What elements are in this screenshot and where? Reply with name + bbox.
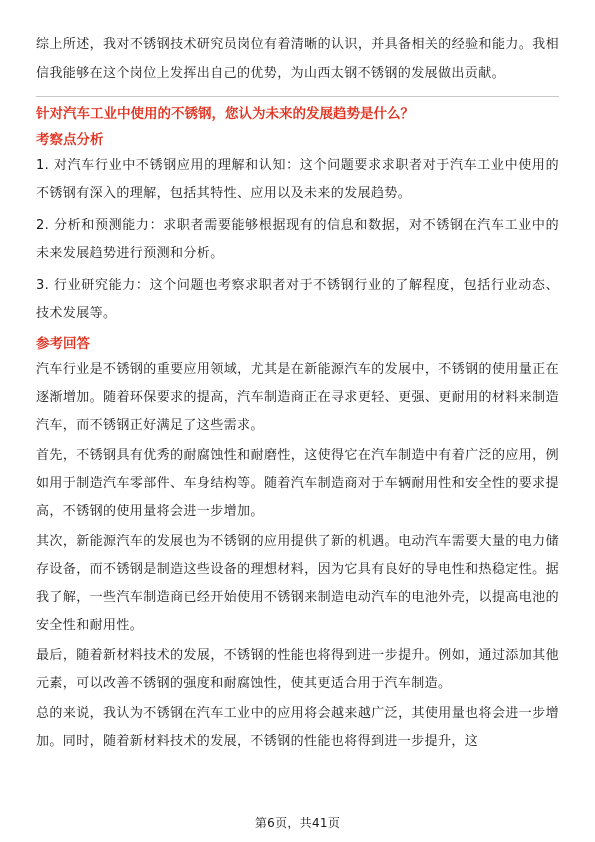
answer-paragraph: 汽车行业是不锈钢的重要应用领域，尤其是在新能源汽车的发展中，不锈钢的使用量正在逐渐增加。随着环保要求的提高，汽车制造商正在寻求更轻、更强、更耐用的材料来制造汽车，而不锈钢正好满足了这些需求。 (36, 362, 559, 433)
analysis-point: 2. 分析和预测能力：求职者需要能够根据现有的信息和数据，对不锈钢在汽车工业中的未来发展趋势进行预测和分析。 (36, 218, 559, 261)
section-divider (36, 96, 559, 97)
analysis-point: 1. 对汽车行业中不锈钢应用的理解和认知：这个问题要求求职者对于汽车工业中使用的不锈钢有深入的理解，包括其特性、应用以及未来的发展趋势。 (36, 158, 559, 201)
answer-paragraph: 首先，不锈钢具有优秀的耐腐蚀性和耐磨性，这使得它在汽车制造中有着广泛的应用，例如用于制造汽车零部件、车身结构等。随着汽车制造商对于车辆耐用性和安全性的要求提高，不锈钢的使用量将会进一步增加。 (36, 448, 559, 519)
intro-section (36, 30, 559, 88)
answer-paragraph: 总的来说，我认为不锈钢在汽车工业中的应用将会越来越广泛，其使用量也将会进一步增加。同时，随着新材料技术的发展，不锈钢的性能也将得到进一步提升，这 (36, 706, 559, 749)
answer-paragraph: 其次，新能源汽车的发展也为不锈钢的应用提供了新的机遇。电动汽车需要大量的电力储存设备，而不锈钢是制造这些设备的理想材料，因为它具有良好的导电性和热稳定性。据我了解，一些汽车制造商已经开始使用不锈钢来制造电动汽车的电池外壳，以提高电池的安全性和耐用性。 (36, 534, 559, 633)
question-heading: 针对汽车工业中使用的不锈钢，您认为未来的发展趋势是什么？ (36, 106, 414, 122)
analysis-point: 3. 行业研究能力：这个问题也考察求职者对于不锈钢行业的了解程度，包括行业动态、技术发展等。 (36, 278, 559, 321)
answer-title: 参考回答 (36, 336, 90, 352)
analysis-title: 考察点分析 (36, 132, 104, 148)
intro-paragraph: 综上所述，我对不锈钢技术研究员岗位有着清晰的认识，并具备相关的经验和能力。我相信我能够在这个岗位上发挥出自己的优势，为山西太钢不锈钢的发展做出贡献。 (36, 37, 559, 81)
answer-section (36, 332, 559, 756)
document-body (36, 30, 559, 758)
page-number: 第6页，共41页 (254, 816, 341, 830)
analysis-section (36, 128, 559, 328)
answer-paragraph: 最后，随着新材料技术的发展，不锈钢的性能也将得到进一步提升。例如，通过添加其他元素，可以改善不锈钢的强度和耐腐蚀性，使其更适合用于汽车制造。 (36, 648, 559, 691)
